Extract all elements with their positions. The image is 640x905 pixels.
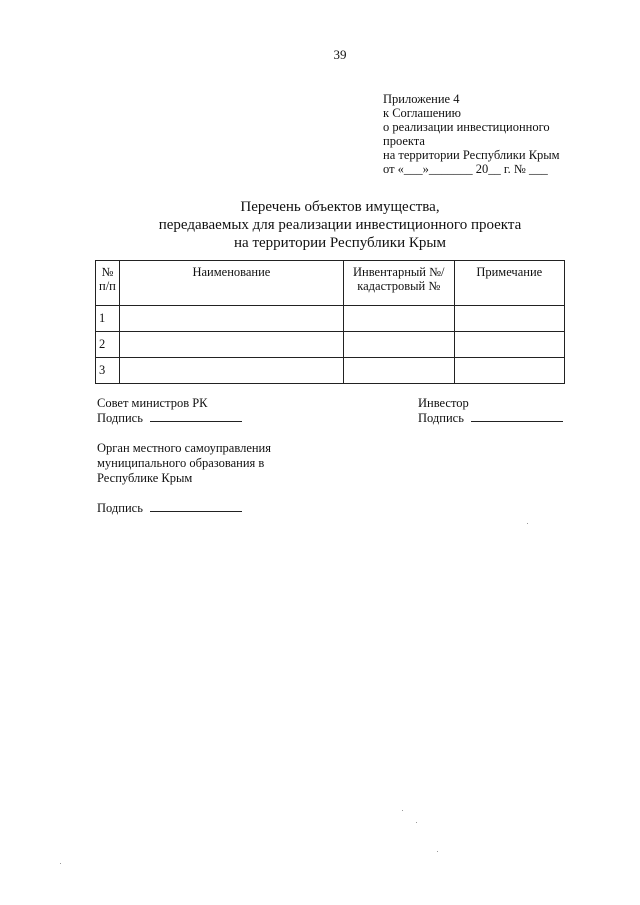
row-name[interactable] [119,332,343,358]
title-line: Перечень объектов имущества, [240,199,440,215]
row-inventory[interactable] [344,306,455,332]
appendix-line: проекта [383,134,425,148]
municipal-sign-label: Подпись [97,501,143,515]
municipal-line: Республике Крым [97,471,193,485]
document-title [0,198,640,252]
page-number: 39 [333,47,347,62]
title-line: передаваемых для реализации инвестиционного проекта [158,217,522,233]
table-row [96,358,565,384]
investor-signature-block [418,396,563,426]
municipal-sign-row [97,501,271,516]
council-signature-line[interactable] [150,412,242,422]
title-line: на территории Республики Крым [234,235,446,251]
municipal-line: муниципального образования в [97,456,265,470]
header-inventory-line: кадастровый № [357,279,441,293]
table-header-row [96,261,565,306]
row-note[interactable] [454,332,564,358]
header-number-line: п/п [99,279,116,293]
appendix-block [383,92,560,176]
table-row [96,306,565,332]
investor-title: Инвестор [418,396,469,410]
appendix-line: к Соглашению [383,106,461,120]
row-number: 3 [96,358,120,384]
council-title: Совет министров РК [97,396,208,410]
municipal-line: Орган местного самоуправления [97,441,271,455]
row-number: 1 [96,306,120,332]
header-number-line: № [101,265,114,279]
council-sign-label: Подпись [97,411,143,425]
investor-sign-row [418,411,563,426]
header-name: Наименование [119,261,343,306]
scan-speck [60,863,61,864]
council-signature-block [97,396,242,426]
scan-speck [527,523,528,524]
header-note: Примечание [454,261,564,306]
row-name[interactable] [119,358,343,384]
scan-speck [416,822,417,823]
table-row [96,332,565,358]
row-number: 2 [96,332,120,358]
municipal-signature-block [97,441,271,516]
header-inventory-line: Инвентарный №/ [353,265,445,279]
council-sign-row [97,411,242,426]
scan-speck [437,851,438,852]
appendix-line: о реализации инвестиционного [383,120,550,134]
objects-table [95,260,565,384]
appendix-line: на территории Республики Крым [383,148,560,162]
row-inventory[interactable] [344,332,455,358]
header-number [96,261,120,306]
investor-signature-line[interactable] [471,412,563,422]
row-inventory[interactable] [344,358,455,384]
header-inventory [344,261,455,306]
municipal-signature-line[interactable] [150,502,242,512]
investor-sign-label: Подпись [418,411,464,425]
scan-speck [402,810,403,811]
row-name[interactable] [119,306,343,332]
row-note[interactable] [454,358,564,384]
appendix-line: от «___»_______ 20__ г. № ___ [383,162,548,176]
row-note[interactable] [454,306,564,332]
appendix-line: Приложение 4 [383,92,460,106]
